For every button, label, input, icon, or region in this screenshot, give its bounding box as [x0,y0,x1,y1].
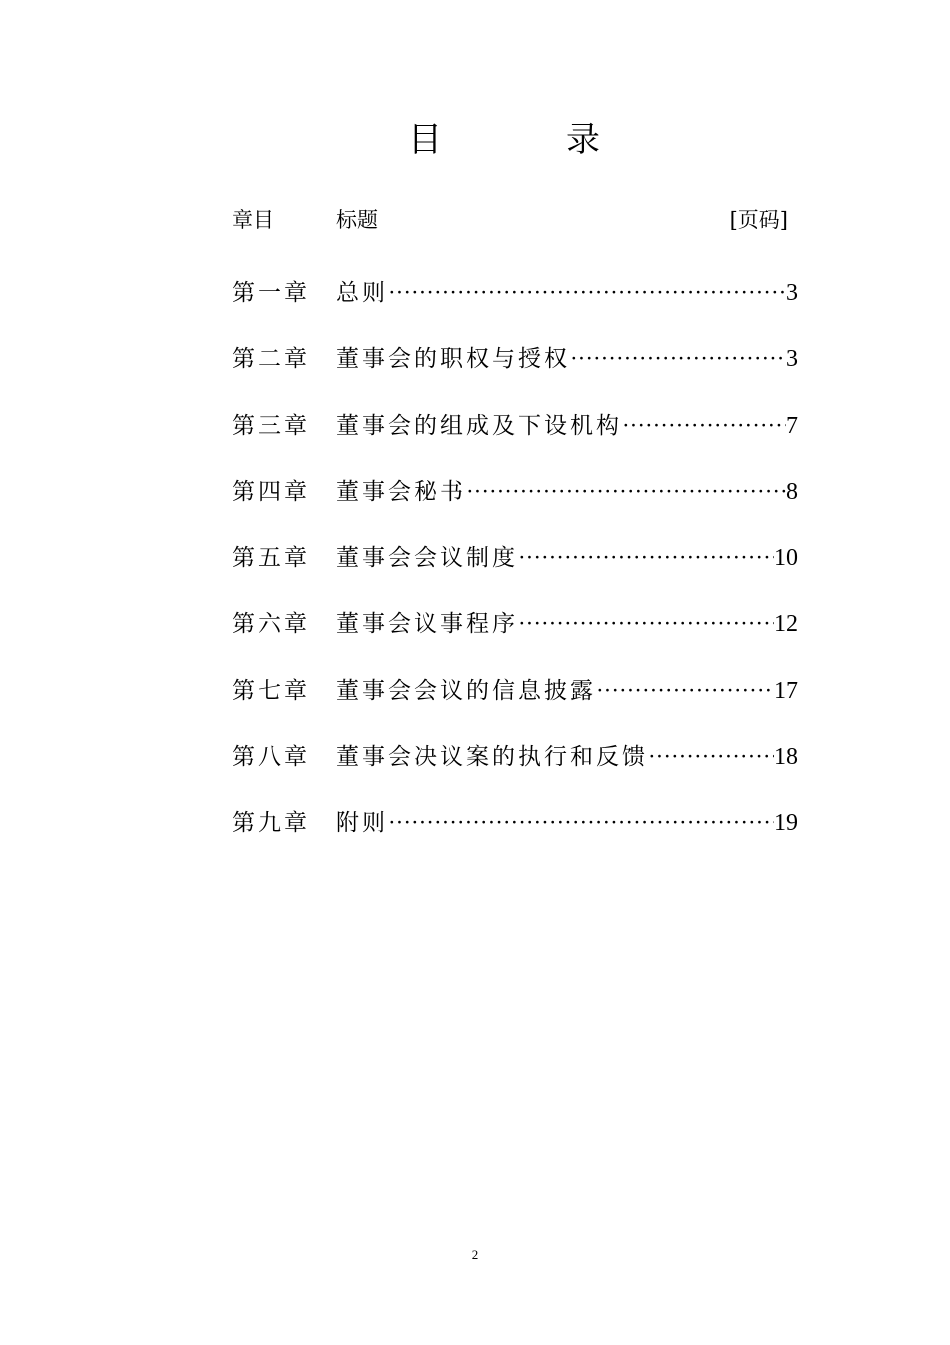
toc-chapter-title: 董事会决议案的执行和反馈 [336,744,648,771]
toc-entry[interactable] [232,606,798,672]
toc-dot-leader [518,606,774,642]
toc-chapter-number: 第六章 [232,611,310,638]
toc-entry[interactable] [232,540,798,606]
toc-dot-leader [388,275,786,311]
toc-chapter-title: 董事会秘书 [336,478,466,505]
toc-chapter-title: 董事会议事程序 [336,611,518,638]
toc-header [232,205,792,235]
toc-dot-leader [570,341,786,377]
toc-entry[interactable] [232,474,798,540]
toc-dot-leader [648,739,774,775]
header-page-label: [页码] [729,208,788,232]
toc-page-number: 7 [786,412,798,439]
title-char-2: 录 [566,120,600,160]
toc-entry[interactable] [232,673,798,739]
toc-chapter-title: 董事会会议制度 [336,545,518,572]
toc-page-number: 10 [774,545,798,572]
toc-entry[interactable] [232,805,798,871]
toc-chapter-title: 董事会的职权与授权 [336,346,570,373]
toc-dot-leader [622,408,786,444]
toc-dot-leader [596,673,774,709]
toc-page-number: 8 [786,478,798,505]
page-title [0,115,950,165]
toc-page-number: 3 [786,280,798,306]
toc-page-number: 19 [774,810,798,837]
title-char-1: 目 [408,120,442,160]
toc-chapter-title: 董事会的组成及下设机构 [336,412,622,439]
header-chapter-label: 章目 [232,208,274,232]
toc-chapter-title: 总则 [336,280,388,306]
toc-chapter-number: 第四章 [232,478,310,505]
toc-entry[interactable] [232,408,798,474]
toc-dot-leader [518,540,774,576]
toc-chapter-number: 第一章 [232,280,310,306]
header-title-label: 标题 [336,208,378,232]
toc-page-number: 3 [786,346,798,373]
toc-dot-leader [388,805,774,841]
toc-page-number: 18 [774,744,798,771]
toc-chapter-number: 第五章 [232,545,310,572]
toc-entry[interactable] [232,275,798,341]
toc-chapter-number: 第三章 [232,412,310,439]
toc-chapter-number: 第八章 [232,744,310,771]
toc-list [232,275,798,872]
toc-chapter-title: 附则 [336,810,388,837]
toc-dot-leader [466,474,786,510]
toc-entry[interactable] [232,341,798,407]
page-number: 2 [471,1247,479,1262]
toc-chapter-number: 第七章 [232,677,310,704]
toc-page-number: 12 [774,611,798,638]
toc-chapter-number: 第九章 [232,810,310,837]
toc-chapter-title: 董事会会议的信息披露 [336,677,596,704]
toc-chapter-number: 第二章 [232,346,310,373]
toc-page-number: 17 [774,677,798,704]
toc-entry[interactable] [232,739,798,805]
